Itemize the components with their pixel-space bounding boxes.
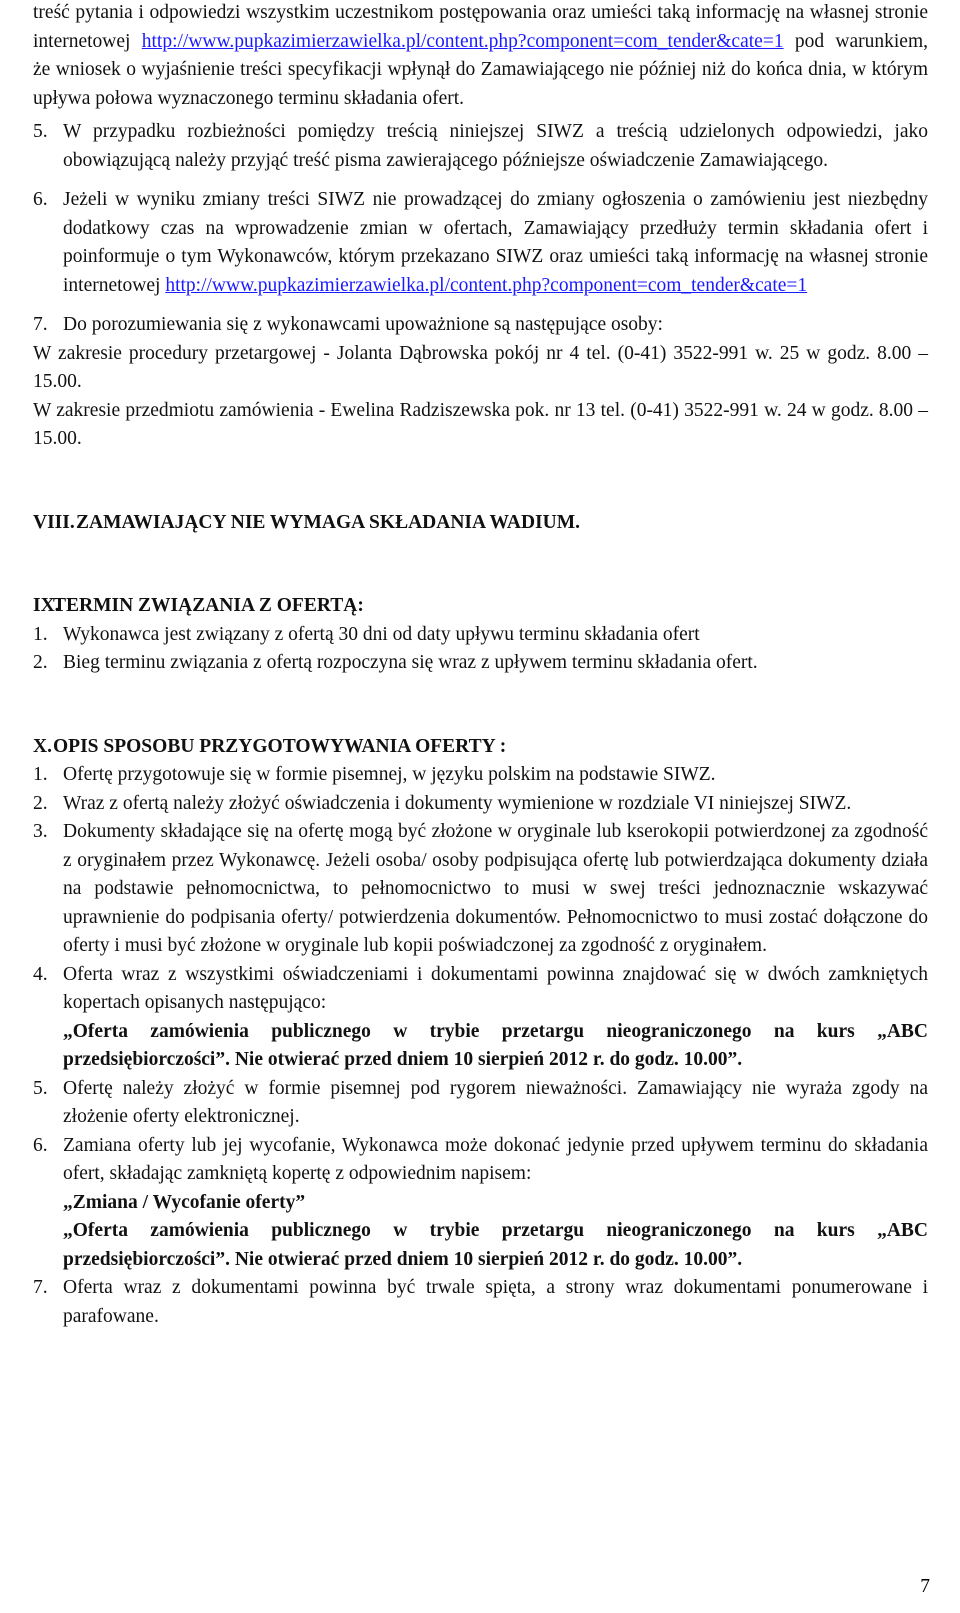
envelope-label: „Oferta zamówienia publicznego w trybie przetargu nieograniczonego na kurs „ABC przedsiębiorczości”. Nie otwierać przed dniem 10 sierpień 2012 r. do godz. 10.00”. bbox=[63, 1220, 928, 1270]
item-number: 7. bbox=[33, 1277, 48, 1298]
item-number: 5. bbox=[33, 1077, 48, 1099]
section-heading-viii bbox=[33, 509, 928, 538]
item-text: Jeżeli w wyniku zmiany treści SIWZ nie prowadzącej do zmiany ogłoszenia o zamówieniu jest niezbędny dodatkowy czas na wprowadzenie zmian w ofertach, Zamawiający przedłuży termin składania ofert i poinformuje o tym Wykonawców, którym przekazano SIWZ oraz umieści taką informację na własnej stronie internetowej bbox=[63, 189, 928, 296]
item-number: 3. bbox=[33, 821, 48, 842]
list-item bbox=[33, 1132, 928, 1275]
list-item bbox=[33, 1075, 928, 1132]
section-title: TERMIN ZWIĄZANIA Z OFERTĄ: bbox=[53, 595, 364, 616]
item-number: 6. bbox=[33, 1134, 48, 1156]
item-text: Ofertę przygotowuje się w formie pisemnej, w języku polskim na podstawie SIWZ. bbox=[63, 764, 716, 785]
page-number: 7 bbox=[920, 1576, 930, 1597]
section-heading-ix bbox=[33, 592, 928, 621]
item-text-wrapper bbox=[63, 1132, 928, 1275]
item-number: 2. bbox=[33, 792, 48, 814]
item-text: Zamiana oferty lub jej wycofanie, Wykonawca może dokonać jedynie przed upływem terminu do składania ofert, składając zamkniętą kopertę z odpowiednim napisem: bbox=[63, 1134, 928, 1184]
list-item bbox=[33, 311, 928, 340]
section-number: X. bbox=[33, 735, 52, 757]
section-number: IX. bbox=[33, 595, 60, 616]
list-item bbox=[33, 1274, 928, 1331]
item-text: Dokumenty składające się na ofertę mogą być złożone w oryginale lub kserokopii potwierdzonej za zgodność z oryginałem przez Wykonawcę. Jeżeli osoba/ osoby podpisująca ofertę lub potwierdzająca dokumenty działa na podstawie pełnomocnictwa, to pełnomocnictwo to musi w swej treści jednoznacznie wskazywać uprawnienie do podpisania oferty/ potwierdzenia dokumentów. Pełnomocnictwo to musi zostać dołączone do oferty i musi być złożone w oryginale lub kopii poświadczonej za zgodność z oryginałem. bbox=[63, 821, 928, 956]
section-title: ZAMAWIAJĄCY NIE WYMAGA SKŁADANIA WADIUM. bbox=[76, 511, 580, 533]
section-title: OPIS SPOSOBU PRZYGOTOWYWANIA OFERTY : bbox=[53, 735, 507, 757]
item-text-wrapper bbox=[63, 186, 928, 300]
withdrawal-label: „Zmiana / Wycofanie oferty” bbox=[63, 1191, 306, 1213]
item-number: 6. bbox=[33, 189, 48, 210]
item-number: 1. bbox=[33, 764, 48, 785]
list-item bbox=[33, 761, 928, 790]
list-item bbox=[33, 621, 928, 650]
item-text: Oferta wraz z dokumentami powinna być trwale spięta, a strony wraz dokumentami ponumerowane i parafowane. bbox=[63, 1277, 928, 1327]
item-text: Oferta wraz z wszystkimi oświadczeniami i dokumentami powinna znajdować się w dwóch zamkniętych kopertach opisanych następująco: bbox=[63, 963, 928, 1013]
item-text: Ofertę należy złożyć w formie pisemnej pod rygorem nieważności. Zamawiający nie wyraża zgody na złożenie oferty elektronicznej. bbox=[63, 1077, 928, 1127]
item-text: Wykonawca jest związany z ofertą 30 dni od daty upływu terminu składania ofert bbox=[63, 623, 700, 645]
section-heading-x bbox=[33, 733, 928, 762]
item-link[interactable]: http://www.pupkazimierzawielka.pl/content.php?component=com_tender&cate=1 bbox=[165, 274, 808, 296]
item-number: 5. bbox=[33, 121, 48, 142]
list-item bbox=[33, 790, 928, 819]
intro-paragraph bbox=[33, 0, 928, 113]
list-item bbox=[33, 961, 928, 1075]
item-number: 4. bbox=[33, 963, 48, 985]
item-text: Bieg terminu związania z ofertą rozpoczyna się wraz z upływem terminu składania ofert. bbox=[63, 652, 758, 673]
contact-procedure: W zakresie procedury przetargowej - Jolanta Dąbrowska pokój nr 4 tel. (0-41) 3522-991 w. 25 w godz. 8.00 – 15.00. bbox=[33, 342, 928, 392]
item-text: Do porozumiewania się z wykonawcami upoważnione są następujące osoby: bbox=[63, 314, 663, 335]
list-item bbox=[33, 649, 928, 678]
contact-subject: W zakresie przedmiotu zamówienia - Ewelina Radziszewska pok. nr 13 tel. (0-41) 3522-991 w. 24 w godz. 8.00 – 15.00. bbox=[33, 399, 928, 449]
document-page bbox=[33, 0, 928, 1331]
envelope-label: „Oferta zamówienia publicznego w trybie przetargu nieograniczonego na kurs „ABC przedsiębiorczości”. Nie otwierać przed dniem 10 sierpień 2012 r. do godz. 10.00”. bbox=[63, 1020, 928, 1070]
list-item bbox=[33, 118, 928, 175]
item-number: 1. bbox=[33, 623, 48, 645]
intro-rest: pod warunkiem, że wniosek o wyjaśnienie treści specyfikacji wpłynął do Zamawiającego nie później niż do końca dnia, w którym upływa połowa wyznaczonego terminu składania ofert. bbox=[33, 30, 928, 109]
item-number: 7. bbox=[33, 314, 48, 335]
item-number: 2. bbox=[33, 652, 48, 673]
list-item bbox=[33, 818, 928, 961]
item-text: Wraz z ofertą należy złożyć oświadczenia i dokumenty wymienione w rozdziale VI niniejszej SIWZ. bbox=[63, 792, 852, 814]
item-text-wrapper bbox=[63, 961, 928, 1075]
intro-text: treść pytania i odpowiedzi wszystkim uczestnikom postępowania oraz umieści taką informację na własnej stronie internetowej bbox=[33, 2, 928, 52]
item-text: W przypadku rozbieżności pomiędzy treścią niniejszej SIWZ a treścią udzielonych odpowiedzi, jako obowiązującą należy przyjąć treść pisma zawierającego późniejsze oświadczenie Zamawiającego. bbox=[63, 121, 928, 171]
section-number: VIII. bbox=[33, 511, 75, 533]
list-item bbox=[33, 186, 928, 300]
intro-link[interactable]: http://www.pupkazimierzawielka.pl/content.php?component=com_tender&cate=1 bbox=[141, 30, 784, 52]
